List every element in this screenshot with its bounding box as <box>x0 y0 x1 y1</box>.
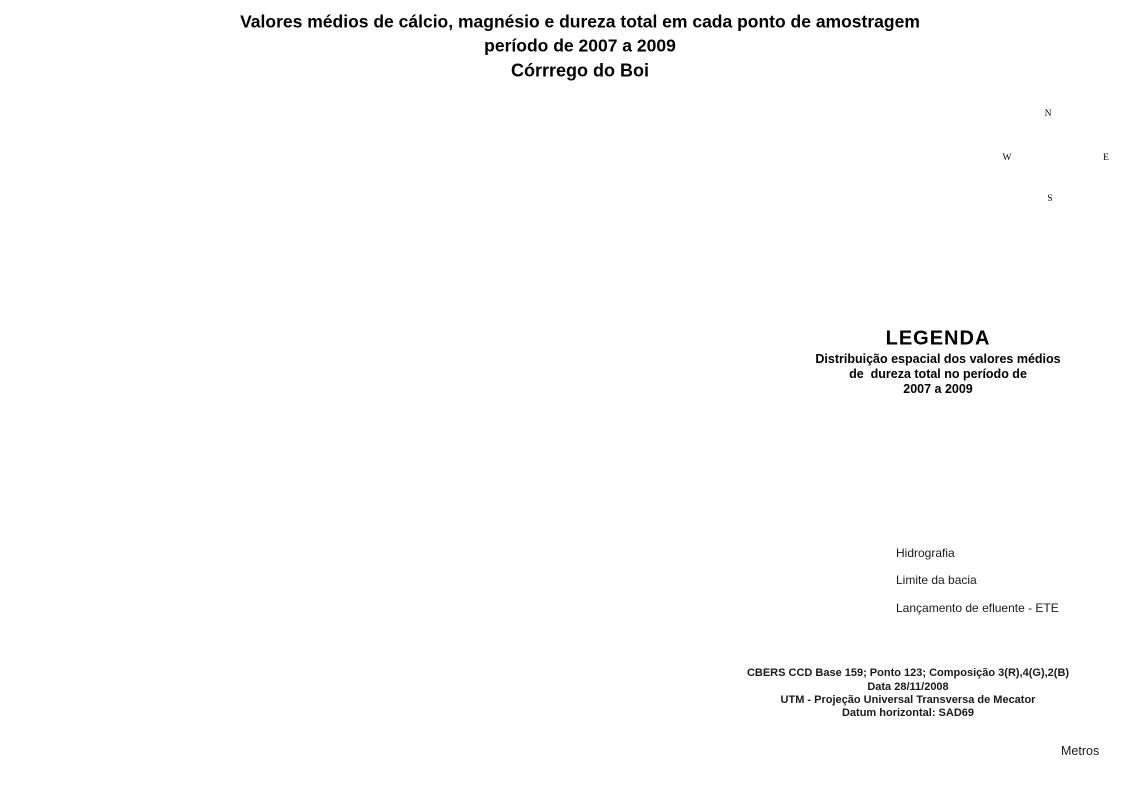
legend-item-hidrografia: Hidrografia <box>896 546 955 560</box>
compass-north-label: N <box>1044 109 1052 119</box>
map-legend-title: LEGENDA <box>885 327 991 350</box>
compass-east-label: E <box>1103 153 1109 163</box>
map-legend-subtitle-line1: Distribuição espacial dos valores médios <box>815 352 1061 366</box>
page-title-line1: Valores médios de cálcio, magnésio e dureza total em cada ponto de amostragem <box>240 11 920 32</box>
map-legend-subtitle-line3: 2007 a 2009 <box>903 382 973 396</box>
footnote-line4: Datum horizontal: SAD69 <box>841 707 975 719</box>
compass-west-label: W <box>1002 153 1012 163</box>
compass-south-label: S <box>1047 194 1053 204</box>
legend-item-lancamento-efluente: Lançamento de efluente - ETE <box>896 601 1059 615</box>
footnote-line3: UTM - Projeção Universal Transversa de Mecator <box>780 694 1036 706</box>
legend-item-limite-da-bacia: Limite da bacia <box>896 573 977 587</box>
footnote-line1: CBERS CCD Base 159; Ponto 123; Composição 3(R),4(G),2(B) <box>746 667 1070 679</box>
footnote-line2: Data 28/11/2008 <box>867 681 949 693</box>
page-title-line3: Córrrego do Boi <box>511 60 649 81</box>
map-legend-subtitle-line2: de dureza total no período de <box>849 367 1027 381</box>
scalebar-unit-label: Metros <box>1061 744 1100 758</box>
page-title-line2: período de 2007 a 2009 <box>484 35 676 56</box>
